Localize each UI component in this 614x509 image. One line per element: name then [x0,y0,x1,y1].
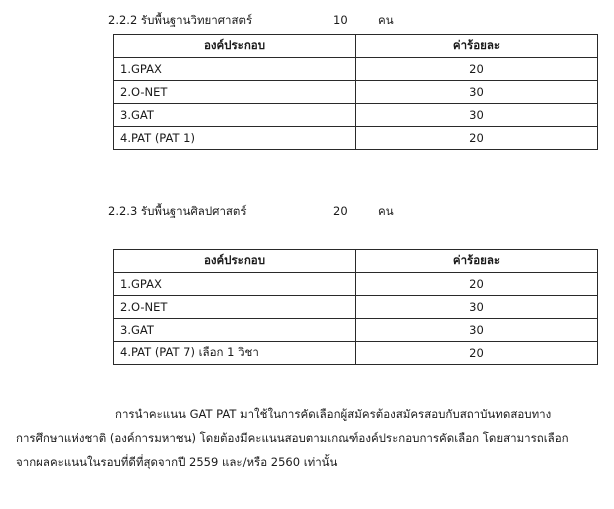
row-value: 30 [356,319,598,342]
row-item: 3.GAT [114,104,356,127]
score-table-arts [113,249,598,365]
table-row [114,58,598,81]
row-item: 4.PAT (PAT 1) [114,127,356,150]
quota-unit: คน [378,204,394,218]
paragraph-line: จากผลคะแนนในรอบที่ดีที่สุดจากปี 2559 และ/หรือ 2560 เท่านั้น [16,455,338,469]
row-item: 1.GPAX [114,273,356,296]
row-value: 20 [356,273,598,296]
row-item: 3.GAT [114,319,356,342]
header-component: องค์ประกอบ [114,35,356,58]
paragraph-line: การศึกษาแห่งชาติ (องค์การมหาชน) โดยต้องมีคะแนนสอบตามเกณฑ์องค์ประกอบการคัดเลือก โดยสามารถเลือก [16,431,569,445]
row-value: 30 [356,296,598,319]
table-header-row [114,250,598,273]
header-percent: ค่าร้อยละ [356,250,598,273]
quota-count: 10 [333,13,348,27]
table-row [114,81,598,104]
explanation-paragraph [16,402,569,474]
row-value: 20 [356,127,598,150]
section-heading-arts [108,204,394,218]
score-table-science [113,34,598,150]
section-title: 2.2.2 รับพื้นฐานวิทยาศาสตร์ [108,13,253,27]
table-row [114,342,598,365]
table-header-row [114,35,598,58]
quota-unit: คน [378,13,394,27]
section-heading-science [108,13,394,27]
row-item: 4.PAT (PAT 7) เลือก 1 วิชา [114,342,356,365]
quota-count: 20 [333,204,348,218]
table-row [114,273,598,296]
table-row [114,127,598,150]
header-component: องค์ประกอบ [114,250,356,273]
row-item: 1.GPAX [114,58,356,81]
paragraph-line: การนำคะแนน GAT PAT มาใช้ในการคัดเลือกผู้สมัครต้องสมัครสอบกับสถาบันทดสอบทาง [115,407,552,421]
table-row [114,296,598,319]
row-item: 2.O-NET [114,296,356,319]
table-row [114,104,598,127]
section-title: 2.2.3 รับพื้นฐานศิลปศาสตร์ [108,204,247,218]
row-value: 20 [356,342,598,365]
row-item: 2.O-NET [114,81,356,104]
row-value: 30 [356,104,598,127]
table-row [114,319,598,342]
row-value: 20 [356,58,598,81]
row-value: 30 [356,81,598,104]
header-percent: ค่าร้อยละ [356,35,598,58]
